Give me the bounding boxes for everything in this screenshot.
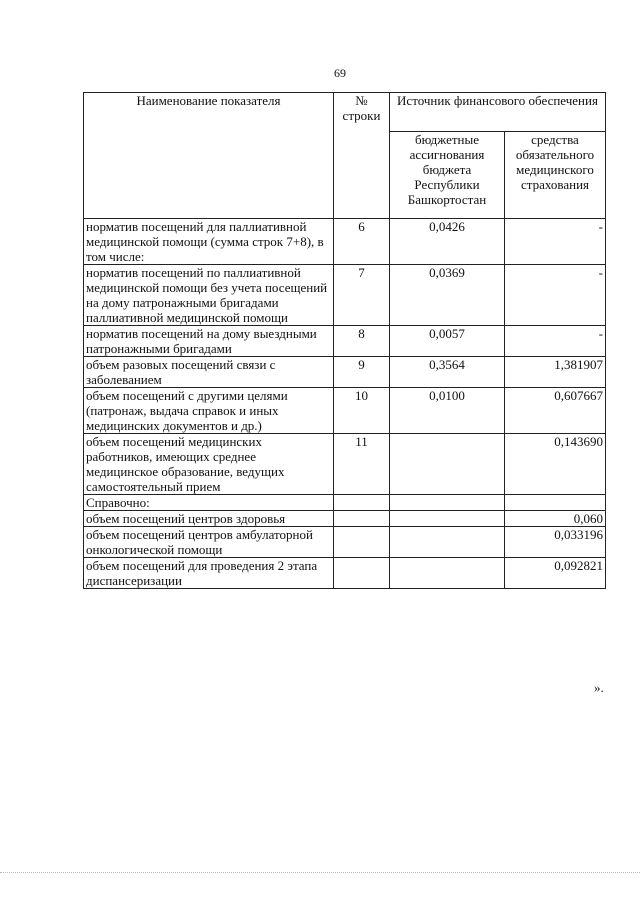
row-name: объем посещений медицинских работников, имеющих среднее медицинское образование, ведущих самостоятельный прием (84, 434, 334, 495)
row-name: Справочно: (84, 495, 334, 511)
row-number: 6 (334, 219, 390, 265)
header-row-top (84, 93, 606, 132)
row-name: норматив посещений по паллиативной медицинской помощи без учета посещений на дому патронажными бригадами паллиативной медицинской помощи (84, 265, 334, 326)
row-oms-value: 0,060 (505, 511, 606, 527)
row-number: 7 (334, 265, 390, 326)
row-number (334, 527, 390, 558)
row-oms-value (505, 495, 606, 511)
header-budget: бюджетные ассигнования бюджета Республики Башкортостан (390, 132, 505, 219)
row-oms-value: - (505, 219, 606, 265)
row-number: 11 (334, 434, 390, 495)
row-oms-value: 0,607667 (505, 388, 606, 434)
row-name: норматив посещений для паллиативной медицинской помощи (сумма строк 7+8), в том числе: (84, 219, 334, 265)
row-name: объем посещений с другими целями (патронаж, выдача справок и иных медицинских документов и др.) (84, 388, 334, 434)
row-budget-value (390, 511, 505, 527)
row-name: объем посещений центров здоровья (84, 511, 334, 527)
row-budget-value: 0,0100 (390, 388, 505, 434)
table-row (84, 265, 606, 326)
row-oms-value: 0,143690 (505, 434, 606, 495)
row-oms-value: 0,033196 (505, 527, 606, 558)
indicator-table (83, 92, 606, 589)
scan-artifact-line (0, 872, 640, 874)
row-budget-value: 0,0369 (390, 265, 505, 326)
row-budget-value (390, 434, 505, 495)
row-oms-value: - (505, 326, 606, 357)
table-row (84, 388, 606, 434)
page-number: 69 (334, 66, 346, 80)
header-row-number: № строки (334, 93, 390, 219)
row-number (334, 558, 390, 589)
row-budget-value: 0,0426 (390, 219, 505, 265)
row-number: 8 (334, 326, 390, 357)
table-row (84, 527, 606, 558)
row-name: объем разовых посещений связи с заболеванием (84, 357, 334, 388)
table-row (84, 511, 606, 527)
closing-quote-mark: ». (594, 680, 604, 695)
row-oms-value: - (505, 265, 606, 326)
row-budget-value (390, 527, 505, 558)
table-row (84, 357, 606, 388)
header-funding-source: Источник финансового обеспечения (390, 93, 606, 132)
header-indicator-name: Наименование показателя (84, 93, 334, 219)
row-number (334, 511, 390, 527)
row-name: объем посещений для проведения 2 этапа диспансеризации (84, 558, 334, 589)
row-budget-value (390, 495, 505, 511)
table-row (84, 434, 606, 495)
row-oms-value: 1,381907 (505, 357, 606, 388)
table-row (84, 326, 606, 357)
row-number: 9 (334, 357, 390, 388)
row-number: 10 (334, 388, 390, 434)
header-oms: средства обязательного медицинского страхования (505, 132, 606, 219)
row-budget-value (390, 558, 505, 589)
row-name: объем посещений центров амбулаторной онкологической помощи (84, 527, 334, 558)
table-row (84, 495, 606, 511)
row-number (334, 495, 390, 511)
row-budget-value: 0,0057 (390, 326, 505, 357)
row-oms-value: 0,092821 (505, 558, 606, 589)
table-row (84, 219, 606, 265)
table-row (84, 558, 606, 589)
row-name: норматив посещений на дому выездными патронажными бригадами (84, 326, 334, 357)
row-budget-value: 0,3564 (390, 357, 505, 388)
